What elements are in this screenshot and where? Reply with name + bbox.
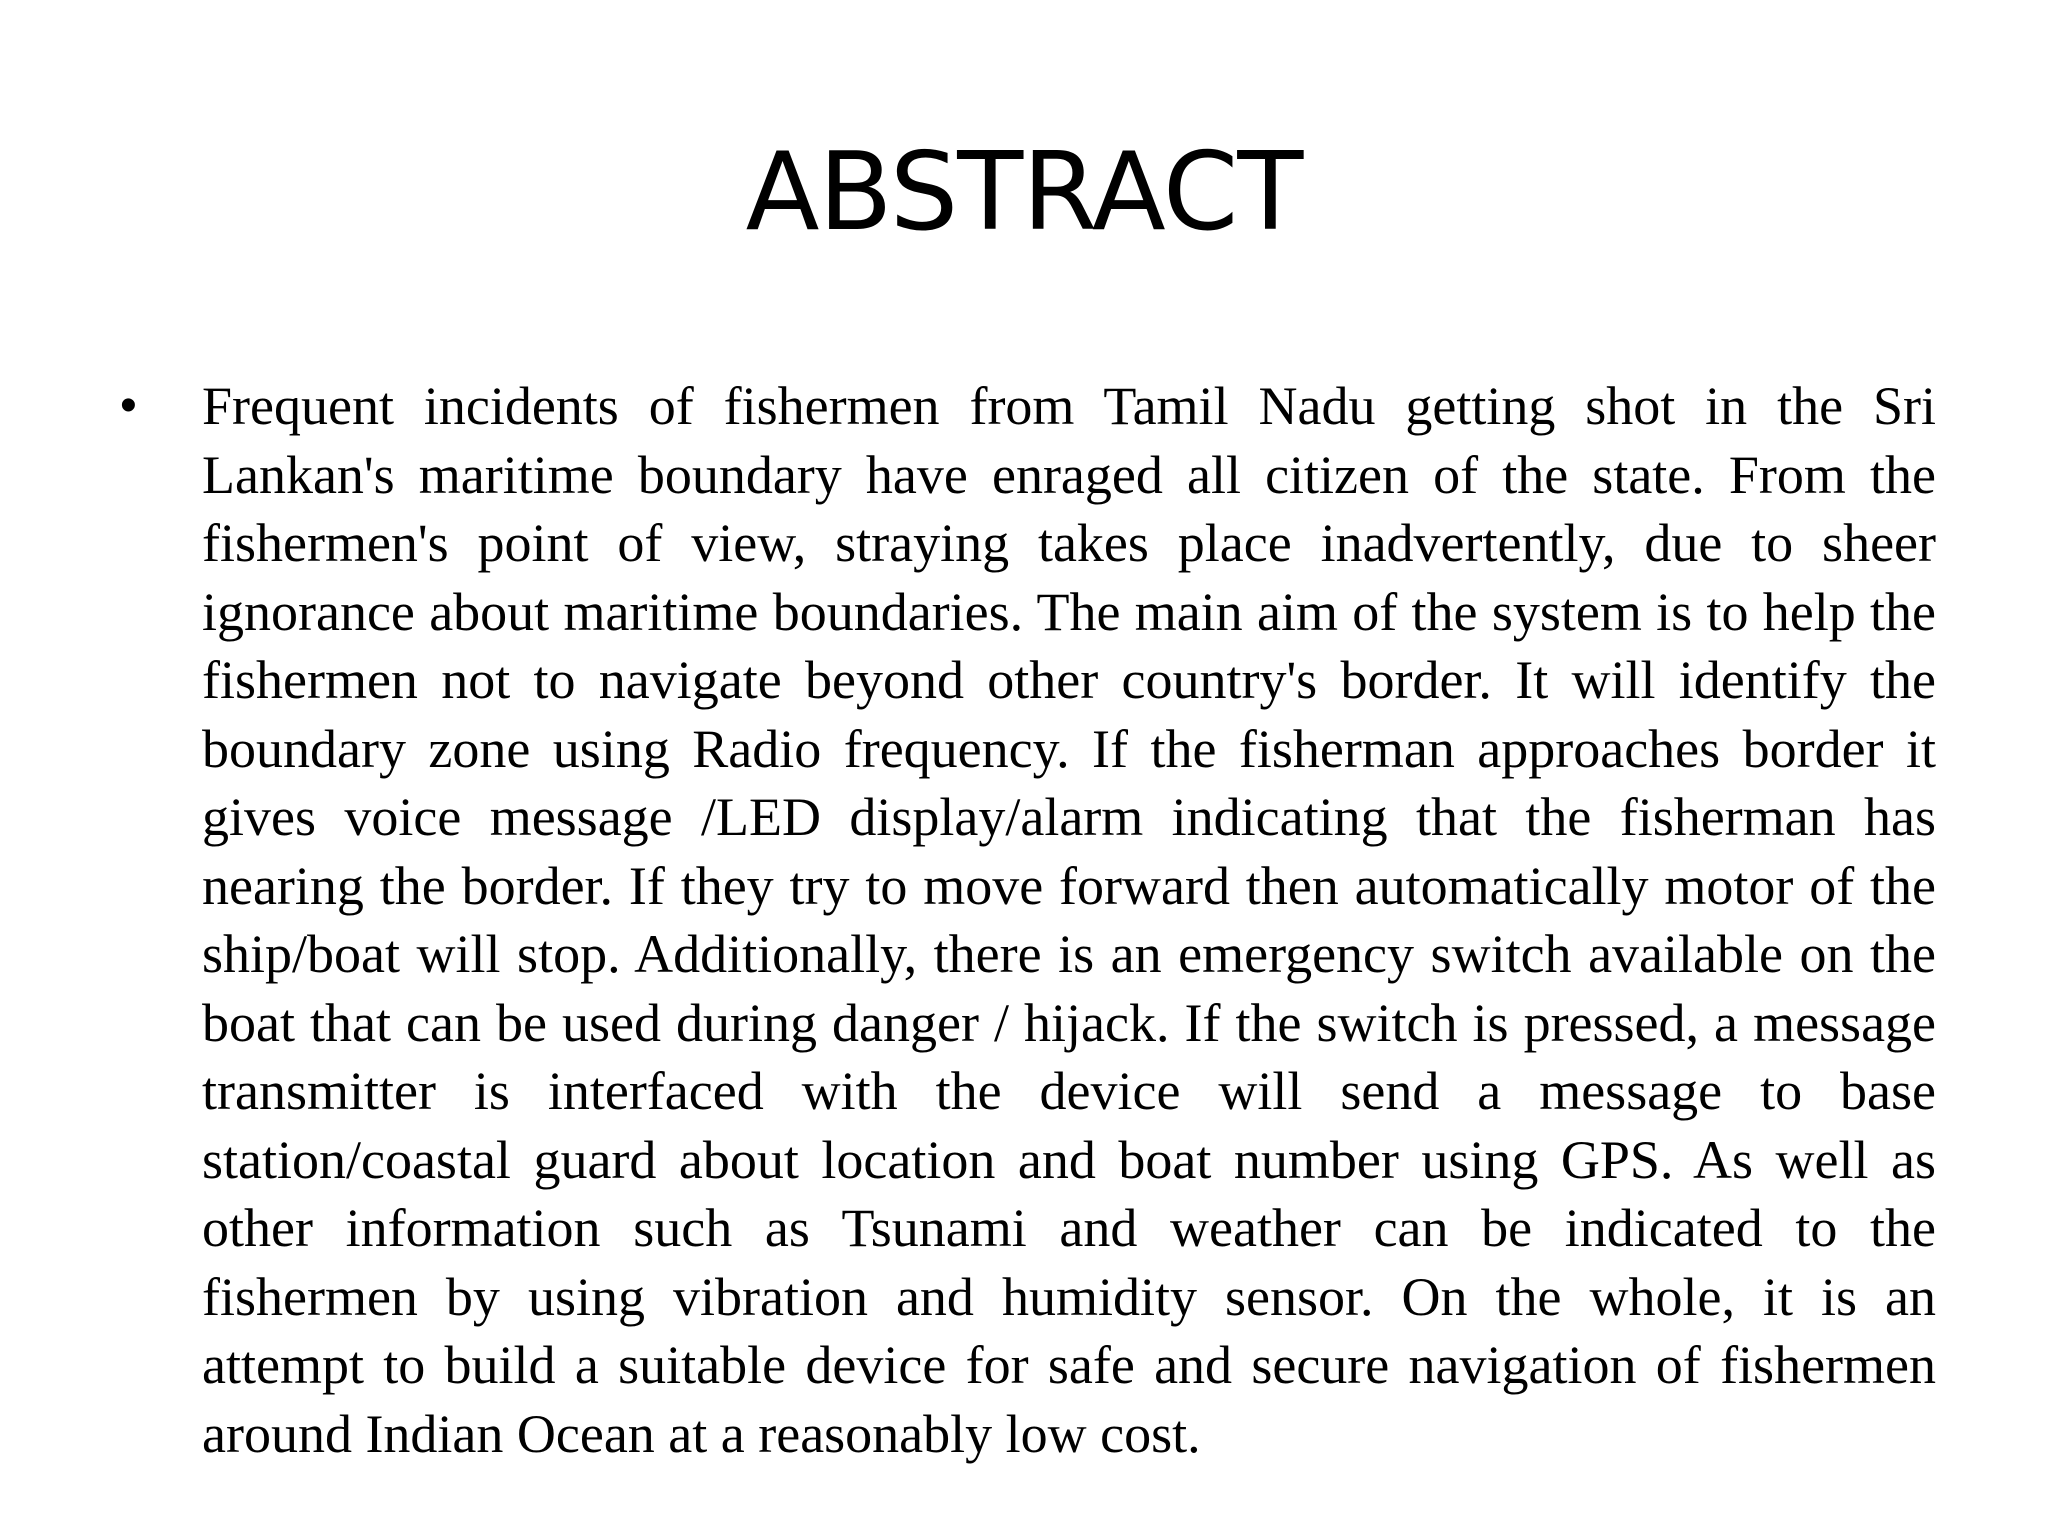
- slide-title: ABSTRACT: [745, 130, 1303, 255]
- bullet-list: [120, 372, 1936, 1468]
- abstract-paragraph: Frequent incidents of fishermen from Tamil Nadu getting shot in the Sri Lankan's maritime boundary have enraged all citizen of the state. From the fishermen's point of view, straying takes place inadvertently, due to sheer ignorance about maritime boundaries. The main aim of the system is to help the fishermen not to navigate beyond other country's border. It will identify the boundary zone using Radio frequency. If the fisherman approaches border it gives voice message /LED display/alarm indicating that the fisherman has nearing the border. If they try to move forward then automatically motor of the ship/boat will stop. Additionally, there is an emergency switch available on the boat that can be used during danger / hijack. If the switch is pressed, a message transmitter is interfaced with the device will send a message to base station/coastal guard about location and boat number using GPS. As well as other information such as Tsunami and weather can be indicated to the fishermen by using vibration and humidity sensor. On the whole, it is an attempt to build a suitable device for safe and secure navigation of fishermen around Indian Ocean at a reasonably low cost.: [202, 376, 1936, 1464]
- bullet-item: [120, 372, 1936, 1468]
- bullet-marker: •: [120, 379, 137, 432]
